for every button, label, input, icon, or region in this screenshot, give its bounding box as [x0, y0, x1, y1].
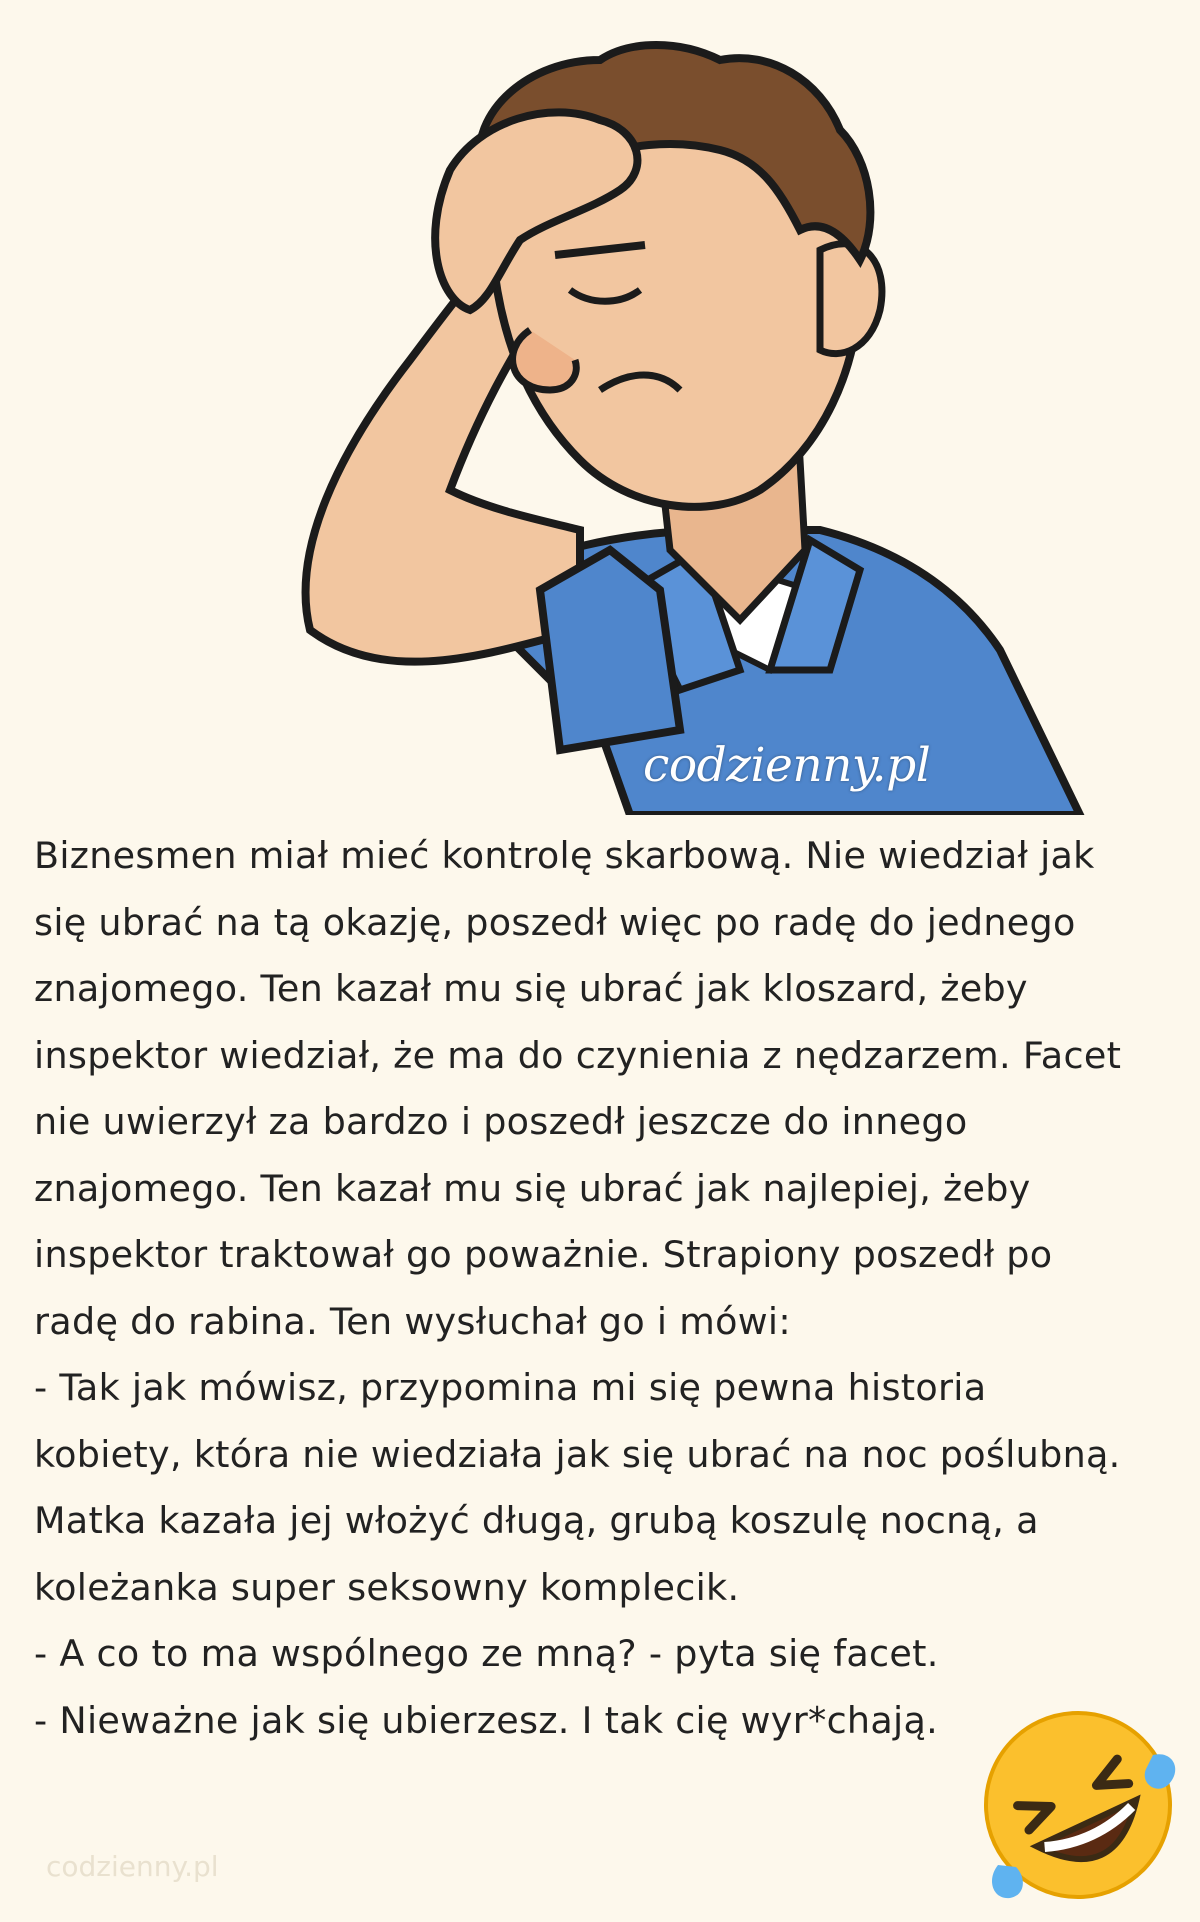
story-line: znajomego. Ten kazał mu się ubrać jak najlepiej, żeby	[34, 1166, 1031, 1210]
story-line: - Tak jak mówisz, przypomina mi się pewna historia	[34, 1366, 987, 1409]
story-line: - Nieważne jak się ubierzesz. I tak cię wyr*chają.	[34, 1698, 939, 1742]
story-line: inspektor traktował go poważnie. Strapiony poszedł po	[34, 1233, 1053, 1276]
story-line: radę do rabina. Ten wysłuchał go i mówi:	[34, 1299, 791, 1343]
story-line: kobiety, która nie wiedziała jak się ubrać na noc poślubną.	[34, 1432, 1121, 1476]
story-line: inspektor wiedział, że ma do czynienia z nędzarzem. Facet	[34, 1033, 1122, 1077]
story-line: Biznesmen miał mieć kontrolę skarbową. Nie wiedział jak	[34, 834, 1095, 877]
story-line: Matka kazała jej włożyć długą, grubą koszulę nocną, a	[34, 1499, 1039, 1542]
story-line: się ubrać na tą okazję, poszedł więc po radę do jednego	[34, 900, 1076, 944]
footer-watermark: codzienny.pl	[46, 1850, 219, 1883]
story-line: koleżanka super seksowny komplecik.	[34, 1565, 740, 1609]
story-line: nie uwierzył za bardzo i poszedł jeszcze do innego	[34, 1100, 968, 1143]
story-line: - A co to ma wspólnego ze mną? - pyta się facet.	[34, 1632, 939, 1675]
story-line: znajomego. Ten kazał mu się ubrać jak kloszard, żeby	[34, 967, 1028, 1010]
stressed-man-illustration	[300, 30, 1120, 815]
joke-text	[34, 823, 1184, 1754]
watermark-text: codzienny.pl	[643, 738, 931, 793]
rolling-laughing-emoji-icon	[968, 1695, 1188, 1915]
